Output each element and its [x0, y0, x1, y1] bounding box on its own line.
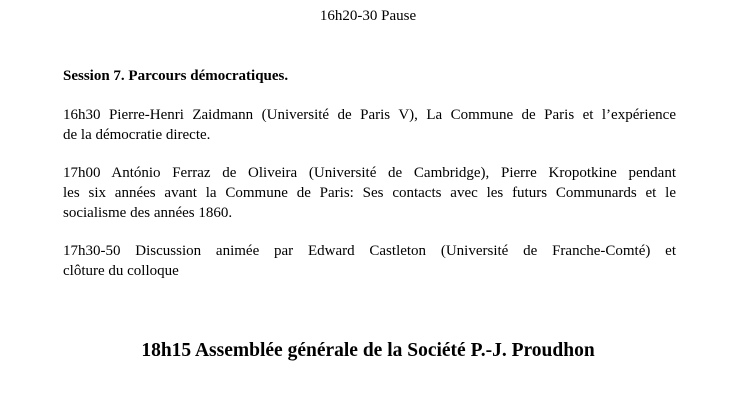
talk-ferraz-de-oliveira — [63, 163, 676, 223]
talk-line: 16h30 Pierre-Henri Zaidmann (Université de Paris V), La Commune de Paris et l’expérience — [63, 107, 676, 123]
talk-discussion — [63, 241, 676, 281]
pause-line: 16h20-30 Pause — [319, 8, 417, 24]
talk-line: 17h30-50 Discussion animée par Edward Castleton (Université de Franche-Comté) et — [63, 243, 676, 259]
talk-line: de la démocratie directe. — [63, 127, 211, 143]
talk-zaidmann — [63, 105, 676, 145]
talk-line: socialisme des années 1860. — [63, 205, 233, 221]
session-title: Session 7. Parcours démocratiques. — [63, 68, 289, 84]
talk-line: 17h00 António Ferraz de Oliveira (Université de Cambridge), Pierre Kropotkine pendant — [63, 165, 676, 181]
talk-line: clôture du colloque — [63, 263, 179, 279]
assembly-heading: 18h15 Assemblée générale de la Société P.-J. Proudhon — [141, 340, 595, 361]
talk-line: les six années avant la Commune de Paris: Ses contacts avec les futurs Communards et le — [63, 185, 676, 201]
